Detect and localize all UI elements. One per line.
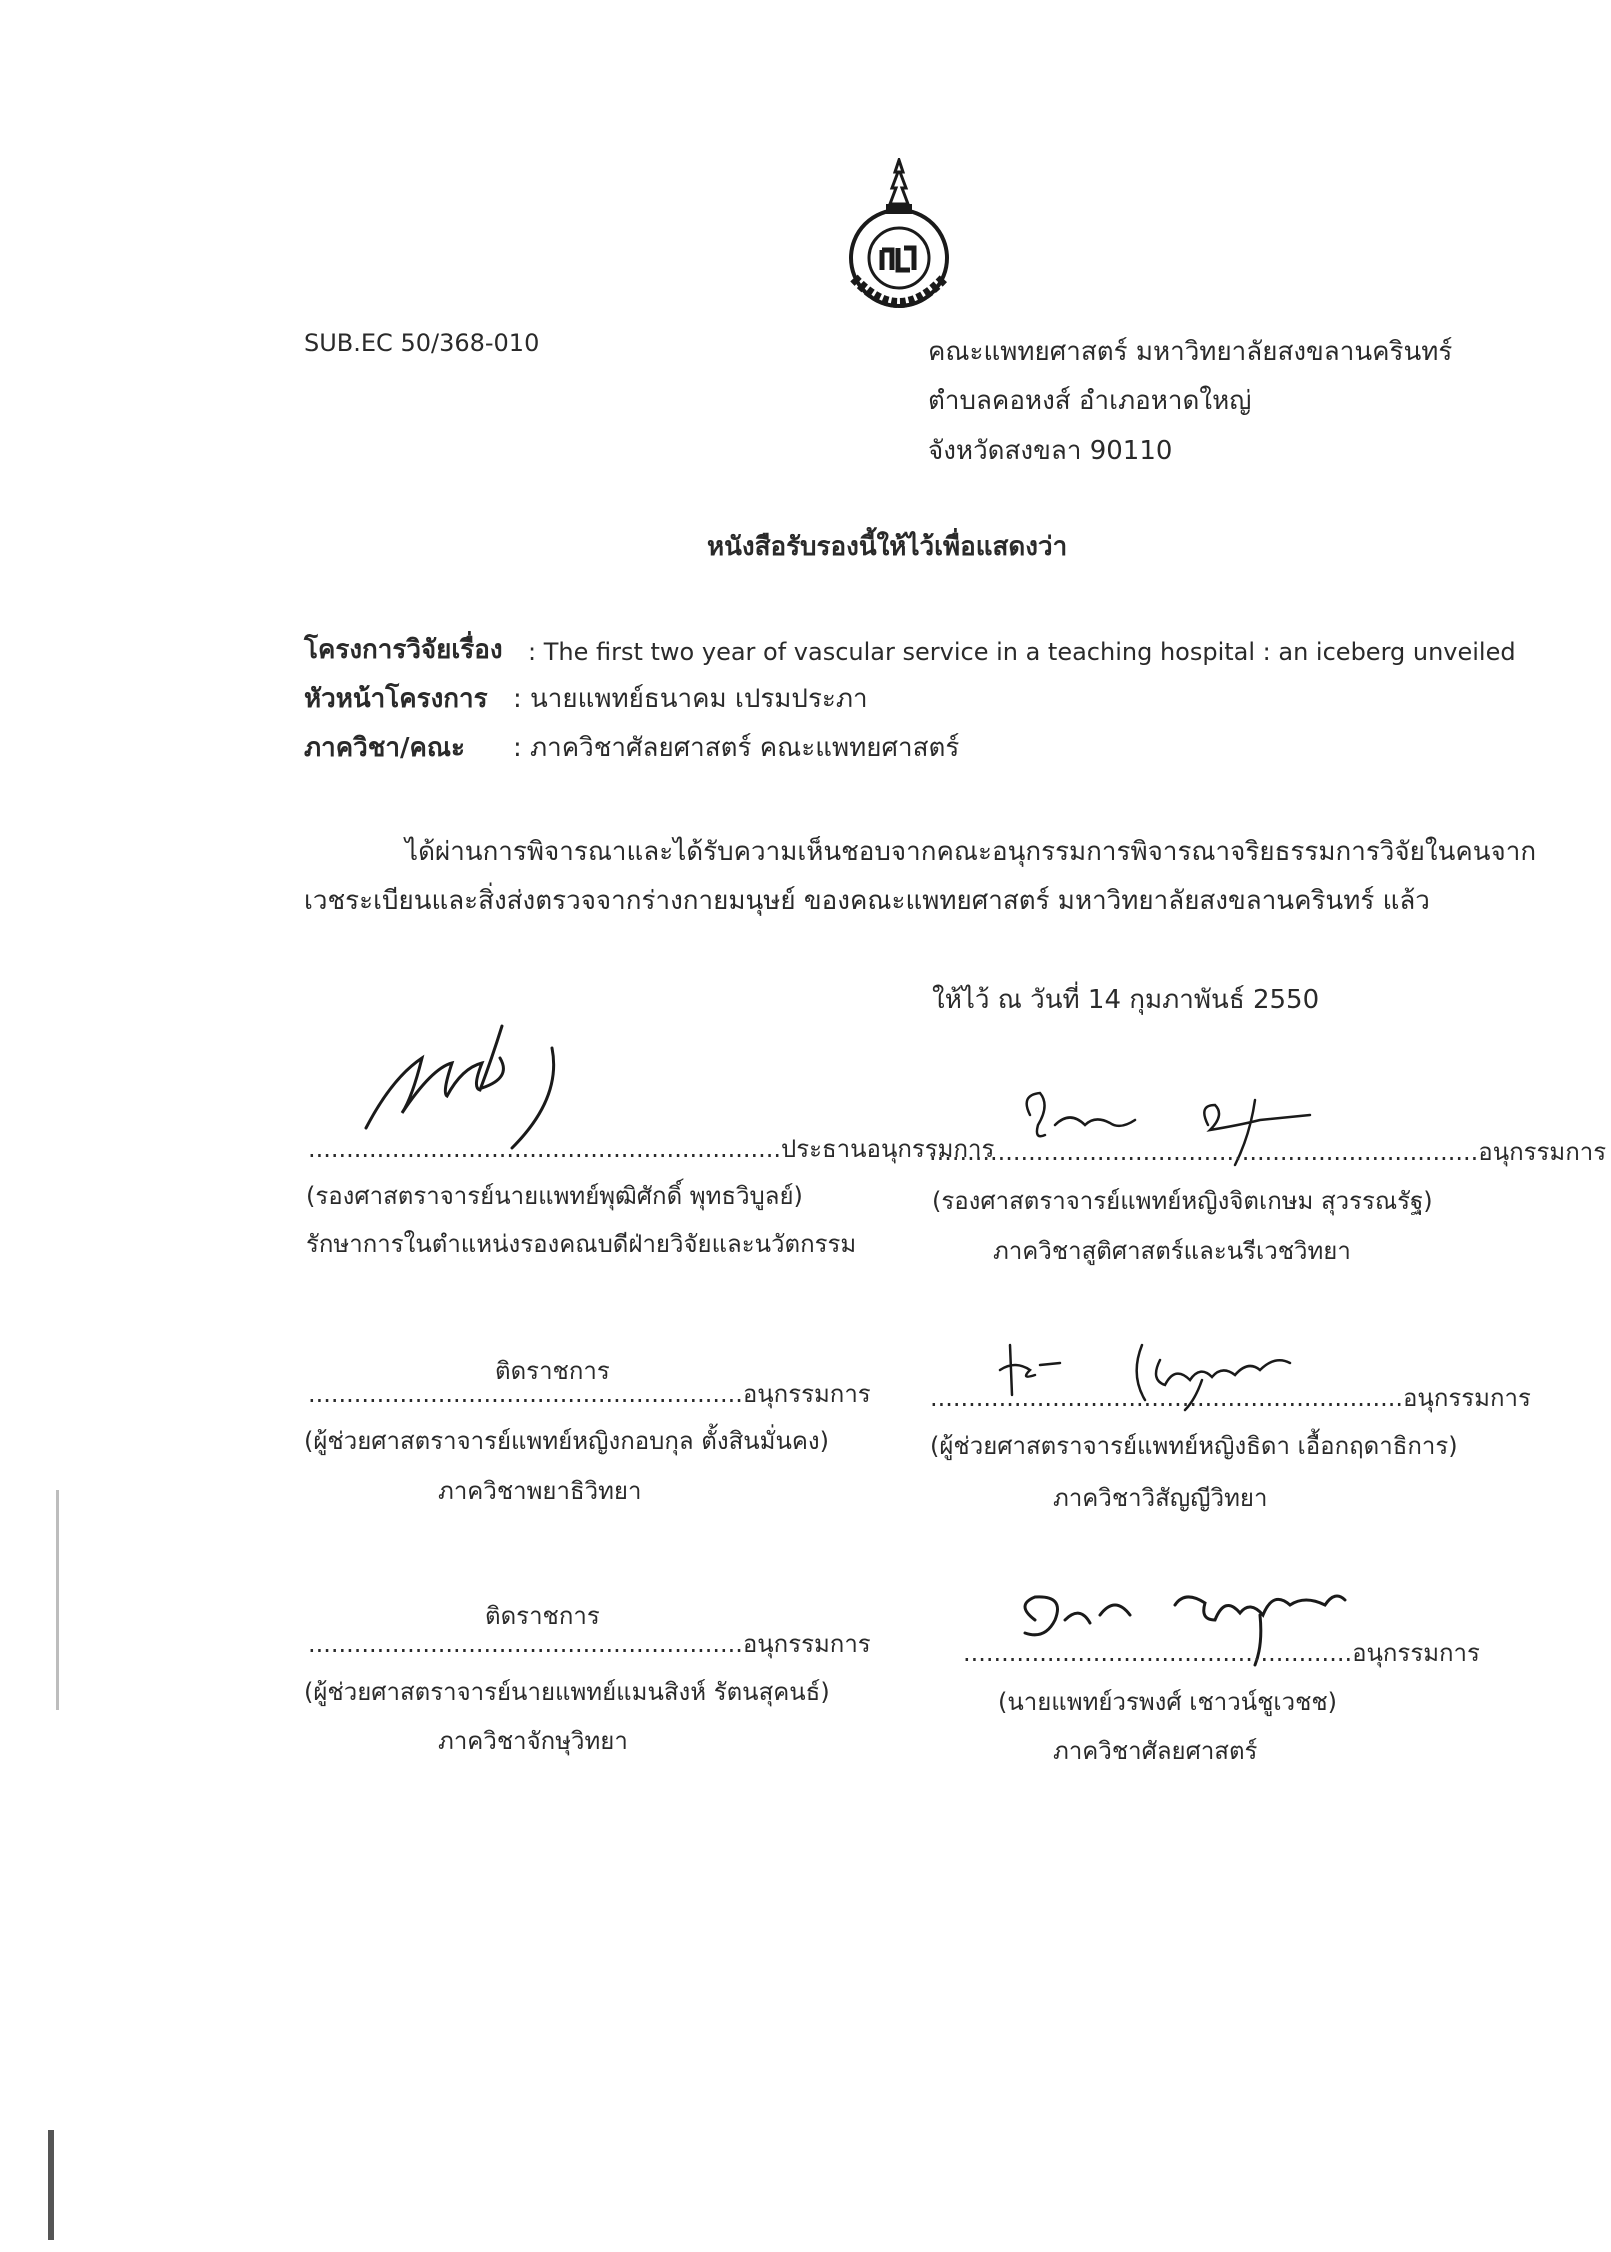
- issue-date: ให้ไว้ ณ วันที่ 14 กุมภาพันธ์ 2550: [932, 985, 1320, 1015]
- address-line-1: คณะแพทยศาสตร์ มหาวิทยาลัยสงขลานครินทร์: [928, 337, 1453, 367]
- signatory-1-name: (รองศาสตราจารย์นายแพทย์พุฒิศักดิ์ พุทธวิบูลย์): [306, 1182, 803, 1210]
- signatory-2-name: (รองศาสตราจารย์แพทย์หญิงจิตเกษม สุวรรณรัฐ): [932, 1187, 1433, 1215]
- address-line-3: จังหวัดสงขลา 90110: [928, 436, 1173, 466]
- signatory-5-note: ติดราชการ: [485, 1602, 600, 1630]
- project-title-label: โครงการวิจัยเรื่อง: [304, 635, 503, 665]
- document-title: หนังสือรับรองนี้ให้ไว้เพื่อแสดงว่า: [707, 532, 1068, 562]
- signatory-6-line: ...................................................อนุกรรมการ: [963, 1639, 1480, 1667]
- signatory-4-name: (ผู้ช่วยศาสตราจารย์แพทย์หญิงธิดา เอื้อกฤดาธิการ): [930, 1432, 1458, 1460]
- signatory-3-name: (ผู้ช่วยศาสตราจารย์แพทย์หญิงกอบกุล ตั้งสินมั่นคง): [304, 1427, 829, 1455]
- signatory-2-dept: ภาควิชาสูติศาสตร์และนรีเวชวิทยา: [993, 1237, 1351, 1265]
- signatory-3-line: .........................................................อนุกรรมการ: [308, 1380, 871, 1408]
- reference-number: SUB.EC 50/368-010: [304, 329, 540, 357]
- project-title-value: : The first two year of vascular service in a teaching hospital : an iceberg unveiled: [528, 638, 1516, 666]
- signatory-1-dept: รักษาการในตำแหน่งรองคณบดีฝ่ายวิจัยและนวัตกรรม: [306, 1230, 857, 1258]
- signatory-5-line: .........................................................อนุกรรมการ: [308, 1630, 871, 1658]
- signatory-4-dept: ภาควิชาวิสัญญีวิทยา: [1053, 1484, 1268, 1512]
- signatory-2-line: ........................................................................อนุกรรมการ: [929, 1138, 1607, 1166]
- project-lead-label: หัวหน้าโครงการ: [304, 684, 488, 714]
- department-label: ภาควิชา/คณะ: [304, 733, 465, 763]
- signatory-1-line: ..............................................................ประธานอนุกรรมการ: [308, 1135, 995, 1163]
- department-value: : ภาควิชาศัลยศาสตร์ คณะแพทยศาสตร์: [513, 733, 960, 763]
- scan-edge-mark: [56, 1490, 59, 1710]
- signatory-5-dept: ภาควิชาจักษุวิทยา: [438, 1727, 628, 1755]
- signatory-3-note: ติดราชการ: [495, 1357, 610, 1385]
- signatory-5-name: (ผู้ช่วยศาสตราจารย์นายแพทย์แมนสิงห์ รัตนสุคนธ์): [304, 1678, 830, 1706]
- body-line-2: เวชระเบียนและสิ่งส่งตรวจจากร่างกายมนุษย์ ของคณะแพทยศาสตร์ มหาวิทยาลัยสงขลานครินทร์ แล้ว: [304, 886, 1430, 916]
- scan-edge-mark: [48, 2130, 54, 2240]
- signatory-3-dept: ภาควิชาพยาธิวิทยา: [438, 1477, 642, 1505]
- faculty-seal: [828, 158, 970, 320]
- signatory-4-line: ..............................................................อนุกรรมการ: [930, 1384, 1531, 1412]
- signatory-6-name: (นายแพทย์วรพงศ์ เชาวน์ชูเวชช): [998, 1688, 1338, 1716]
- signatory-6-dept: ภาควิชาศัลยศาสตร์: [1053, 1737, 1258, 1765]
- body-line-1: ได้ผ่านการพิจารณาและได้รับความเห็นชอบจากคณะอนุกรรมการพิจารณาจริยธรรมการวิจัยในคนจาก: [405, 837, 1537, 867]
- project-lead-value: : นายแพทย์ธนาคม เปรมประภา: [513, 684, 868, 714]
- address-line-2: ตำบลคอหงส์ อำเภอหาดใหญ่: [928, 386, 1252, 416]
